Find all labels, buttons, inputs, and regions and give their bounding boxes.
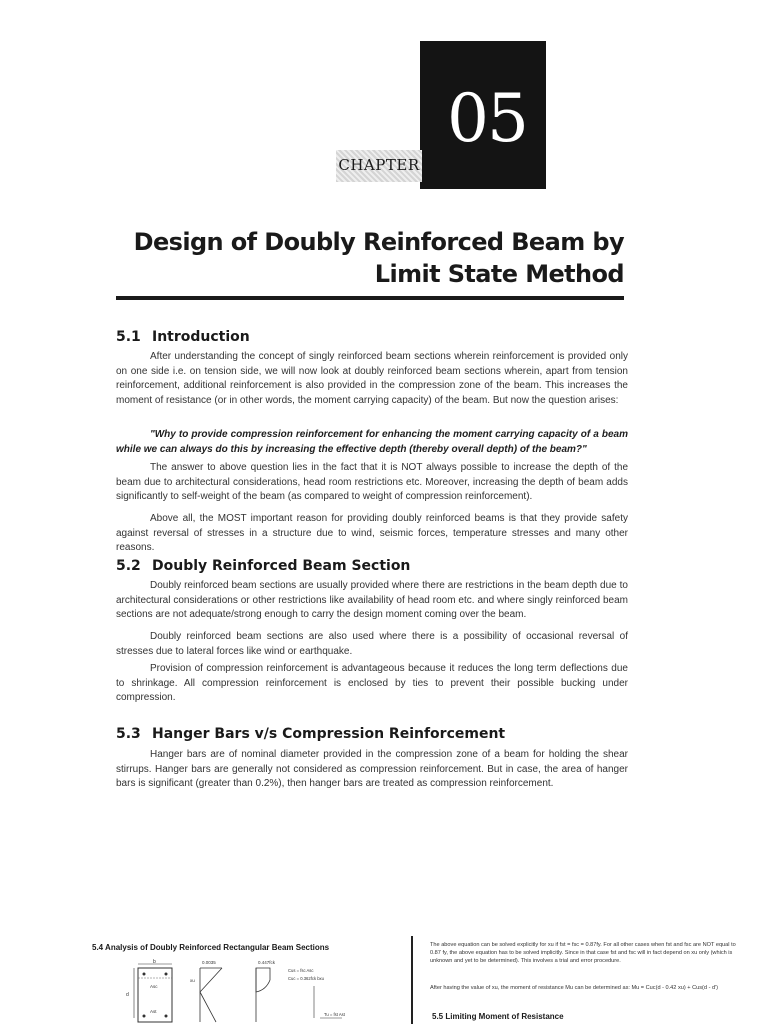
stress-label: 0.447fck	[258, 960, 276, 965]
chapter-title-line-1: Design of Doubly Reinforced Beam by	[133, 228, 624, 256]
next-page-paragraph: After having the value of xu, the moment of resistance Mu can be determined as: Mu = Cuc(d - 0.42 xu) + Cus(d - d')	[430, 985, 719, 991]
asc-label: Asc	[150, 984, 158, 989]
title-underline	[116, 296, 624, 300]
width-label: b	[153, 959, 156, 965]
chapter-number: 05	[447, 80, 527, 157]
cuc-label: Cuc = 0.362fck bxu	[288, 976, 324, 981]
cus-label: Cus = fsc Asc	[288, 968, 314, 973]
paragraph: After understanding the concept of singly reinforced beam sections wherein reinforcement is provided only on one side i.e. on tension side, we will now look at doubly reinforced beam sections wherein, apart from tension reinforcement, additional reinforcement is also provided in the compression zone of the beam. This increases the moment of resistance (or in other words, the moment carrying capacity) of the beam. But now the question arises:	[116, 351, 628, 406]
question-paragraph: "Why to provide compression reinforcement for enhancing the moment carrying capacity of a beam while we can always do this by increasing the effective depth (thereby overall depth) of the beam?"	[116, 429, 628, 455]
next-page-section-heading: 5.4 Analysis of Doubly Reinforced Rectangular Beam Sections	[92, 943, 330, 952]
section-heading-introduction	[116, 329, 250, 345]
paragraph: Doubly reinforced beam sections are also used where there is a possibility of occasional reversal of stresses due to lateral forces like wind or earthquake.	[116, 631, 628, 657]
next-page-paragraph: The above equation can be solved explicitly for xu if fst = fsc = 0.87fy. For all other cases when fst and fsc are NOT equal to 0.87 fy, the above equation has to be solved implicitly. Since in that case fst and fsc will in fact depend on xu only (which is unknown and yet to be determined). This involves a trial and error procedure.	[430, 942, 736, 964]
beam-section-diagram	[120, 958, 370, 1024]
paragraph: Doubly reinforced beam sections are usually provided where there are restrictions in the beam depth due to architectural considerations or other restrictions like availability of head room etc. and where singly reinforced beam sections are not adequate/strong enough to carry the design moment coming over the beam.	[116, 580, 628, 620]
next-page-section-heading: 5.5 Limiting Moment of Resistance	[432, 1012, 564, 1021]
chapter-title-line-2: Limit State Method	[374, 260, 624, 288]
section-number: 5.1	[116, 329, 141, 345]
section-heading-doubly-reinforced	[116, 558, 410, 574]
section-heading-hanger-bars	[116, 726, 505, 742]
page-divider	[411, 936, 413, 1024]
section-number: 5.3	[116, 726, 141, 742]
paragraph: Above all, the MOST important reason for providing doubly reinforced beams is that they provide safety against reversal of stresses in a structure due to wind, seismic forces, temperature stresses and many other reasons.	[116, 513, 628, 553]
tu-label: Tu = fst Ast	[324, 1012, 345, 1017]
section-title: Hanger Bars v/s Compression Reinforcement	[152, 726, 506, 742]
paragraph: Hanger bars are of nominal diameter provided in the compression zone of a beam for holding the shear stirrups. Hanger bars are generally not considered as compression reinforcement. But in case, the area of hanger bars is significant (greater than 0.2%), then hanger bars are treated as compression reinforcement.	[116, 749, 628, 789]
depth-label: d	[126, 992, 129, 998]
xu-label: xu	[190, 978, 195, 983]
section-number: 5.2	[116, 558, 141, 574]
chapter-label: CHAPTER	[338, 156, 420, 174]
ast-label: Ast	[150, 1009, 157, 1014]
paragraph: The answer to above question lies in the fact that it is NOT always possible to increase the depth of the beam due to architectural considerations, head room restrictions etc. Moreover, increasing the depth of beam adds significantly to self-weight of the beam (as compared to weight of compression reinforcement).	[116, 462, 628, 502]
paragraph: Provision of compression reinforcement is advantageous because it reduces the long term deflections due to shrinkage. All compression reinforcement is enclosed by ties to prevent their possible bucking under compression.	[116, 663, 628, 703]
section-title: Doubly Reinforced Beam Section	[152, 558, 411, 574]
strain-label: 0.0035	[202, 960, 216, 965]
section-title: Introduction	[152, 329, 250, 345]
